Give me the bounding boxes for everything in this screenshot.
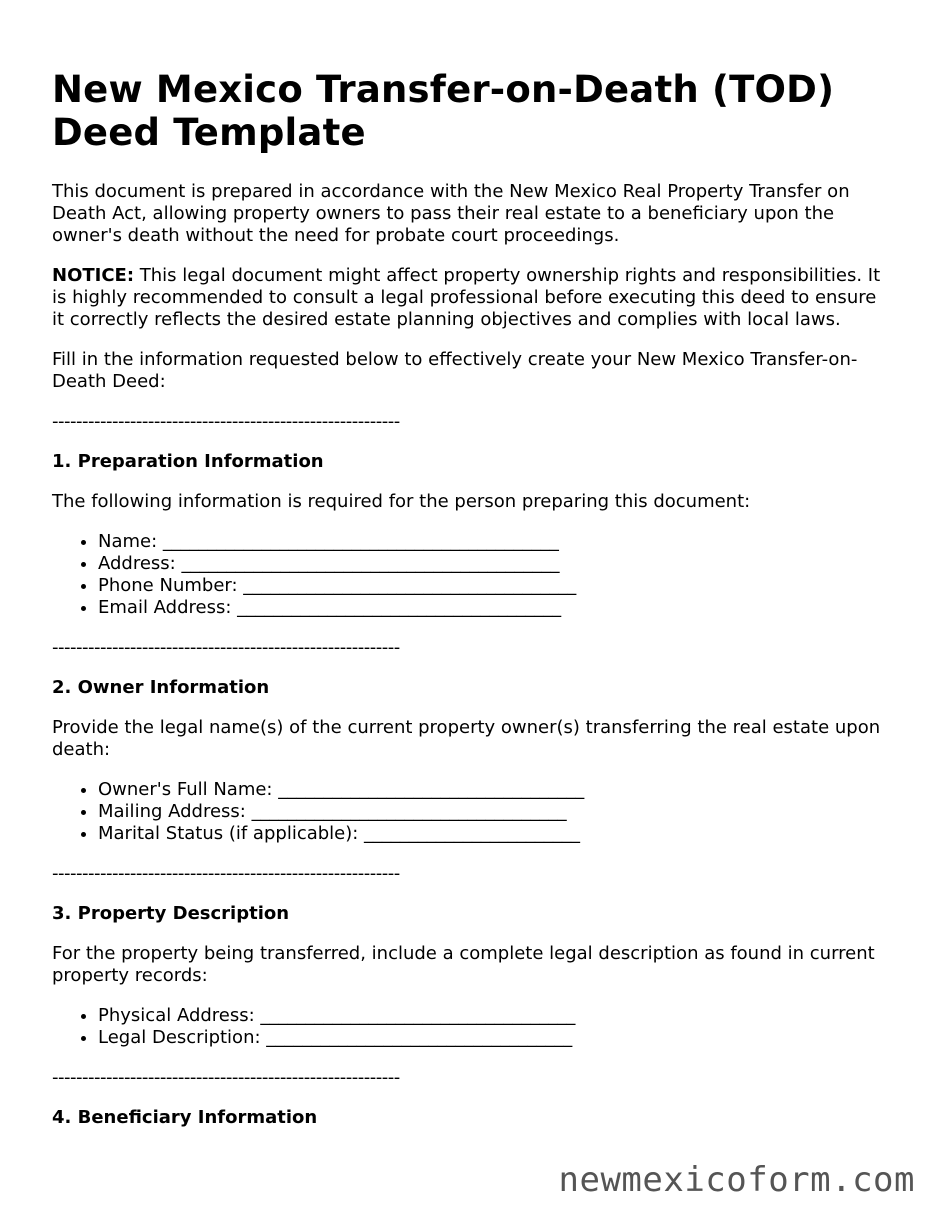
section-divider: ---------------------------------------------------------- bbox=[52, 637, 400, 658]
section-description-preparation: The following information is required for the person preparing this document: bbox=[52, 491, 751, 512]
field-owner-name: • Owner's Full Name: __________________________________ bbox=[98, 779, 892, 801]
section-heading-owner: 2. Owner Information bbox=[52, 677, 270, 698]
section-divider: ---------------------------------------------------------- bbox=[52, 863, 400, 884]
field-property-legal-description: • Legal Description: __________________________________ bbox=[98, 1027, 892, 1049]
document-page bbox=[52, 68, 892, 1147]
section-heading-beneficiary: 4. Beneficiary Information bbox=[52, 1107, 318, 1128]
notice-text: This legal document might affect property ownership rights and responsibilities. It is highly recommended to consult a legal professional before executing this deed to ensure it correctly reflects the desired estate planning objectives and complies with local laws. bbox=[52, 265, 881, 330]
field-preparer-name: • Name: ____________________________________________ bbox=[98, 531, 892, 553]
document-title: New Mexico Transfer-on-Death (TOD) Deed Template bbox=[52, 68, 835, 154]
field-list-preparation bbox=[52, 531, 892, 619]
field-owner-marital-status: • Marital Status (if applicable): ________________________ bbox=[98, 823, 892, 845]
field-list-property bbox=[52, 1005, 892, 1049]
section-heading-preparation: 1. Preparation Information bbox=[52, 451, 324, 472]
notice-label: NOTICE: bbox=[52, 265, 135, 286]
field-preparer-address: • Address: __________________________________________ bbox=[98, 553, 892, 575]
field-owner-mailing-address: • Mailing Address: ___________________________________ bbox=[98, 801, 892, 823]
site-watermark: newmexicoform.com bbox=[558, 1160, 915, 1200]
section-heading-property: 3. Property Description bbox=[52, 903, 290, 924]
intro-paragraph: This document is prepared in accordance with the New Mexico Real Property Transfer on Death Act, allowing property owners to pass their real estate to a beneficiary upon the owner's death without the need for probate court proceedings. bbox=[52, 181, 850, 246]
field-property-physical-address: • Physical Address: ___________________________________ bbox=[98, 1005, 892, 1027]
field-preparer-email: • Email Address: ____________________________________ bbox=[98, 597, 892, 619]
notice-paragraph bbox=[52, 265, 892, 331]
section-description-owner: Provide the legal name(s) of the current property owner(s) transferring the real estate upon death: bbox=[52, 717, 881, 760]
section-divider: ---------------------------------------------------------- bbox=[52, 1067, 400, 1088]
field-preparer-phone: • Phone Number: _____________________________________ bbox=[98, 575, 892, 597]
section-divider: ---------------------------------------------------------- bbox=[52, 411, 400, 432]
section-description-property: For the property being transferred, include a complete legal description as found in current property records: bbox=[52, 943, 875, 986]
field-list-owner bbox=[52, 779, 892, 845]
instruction-paragraph: Fill in the information requested below to effectively create your New Mexico Transfer-on-Death Deed: bbox=[52, 349, 858, 392]
